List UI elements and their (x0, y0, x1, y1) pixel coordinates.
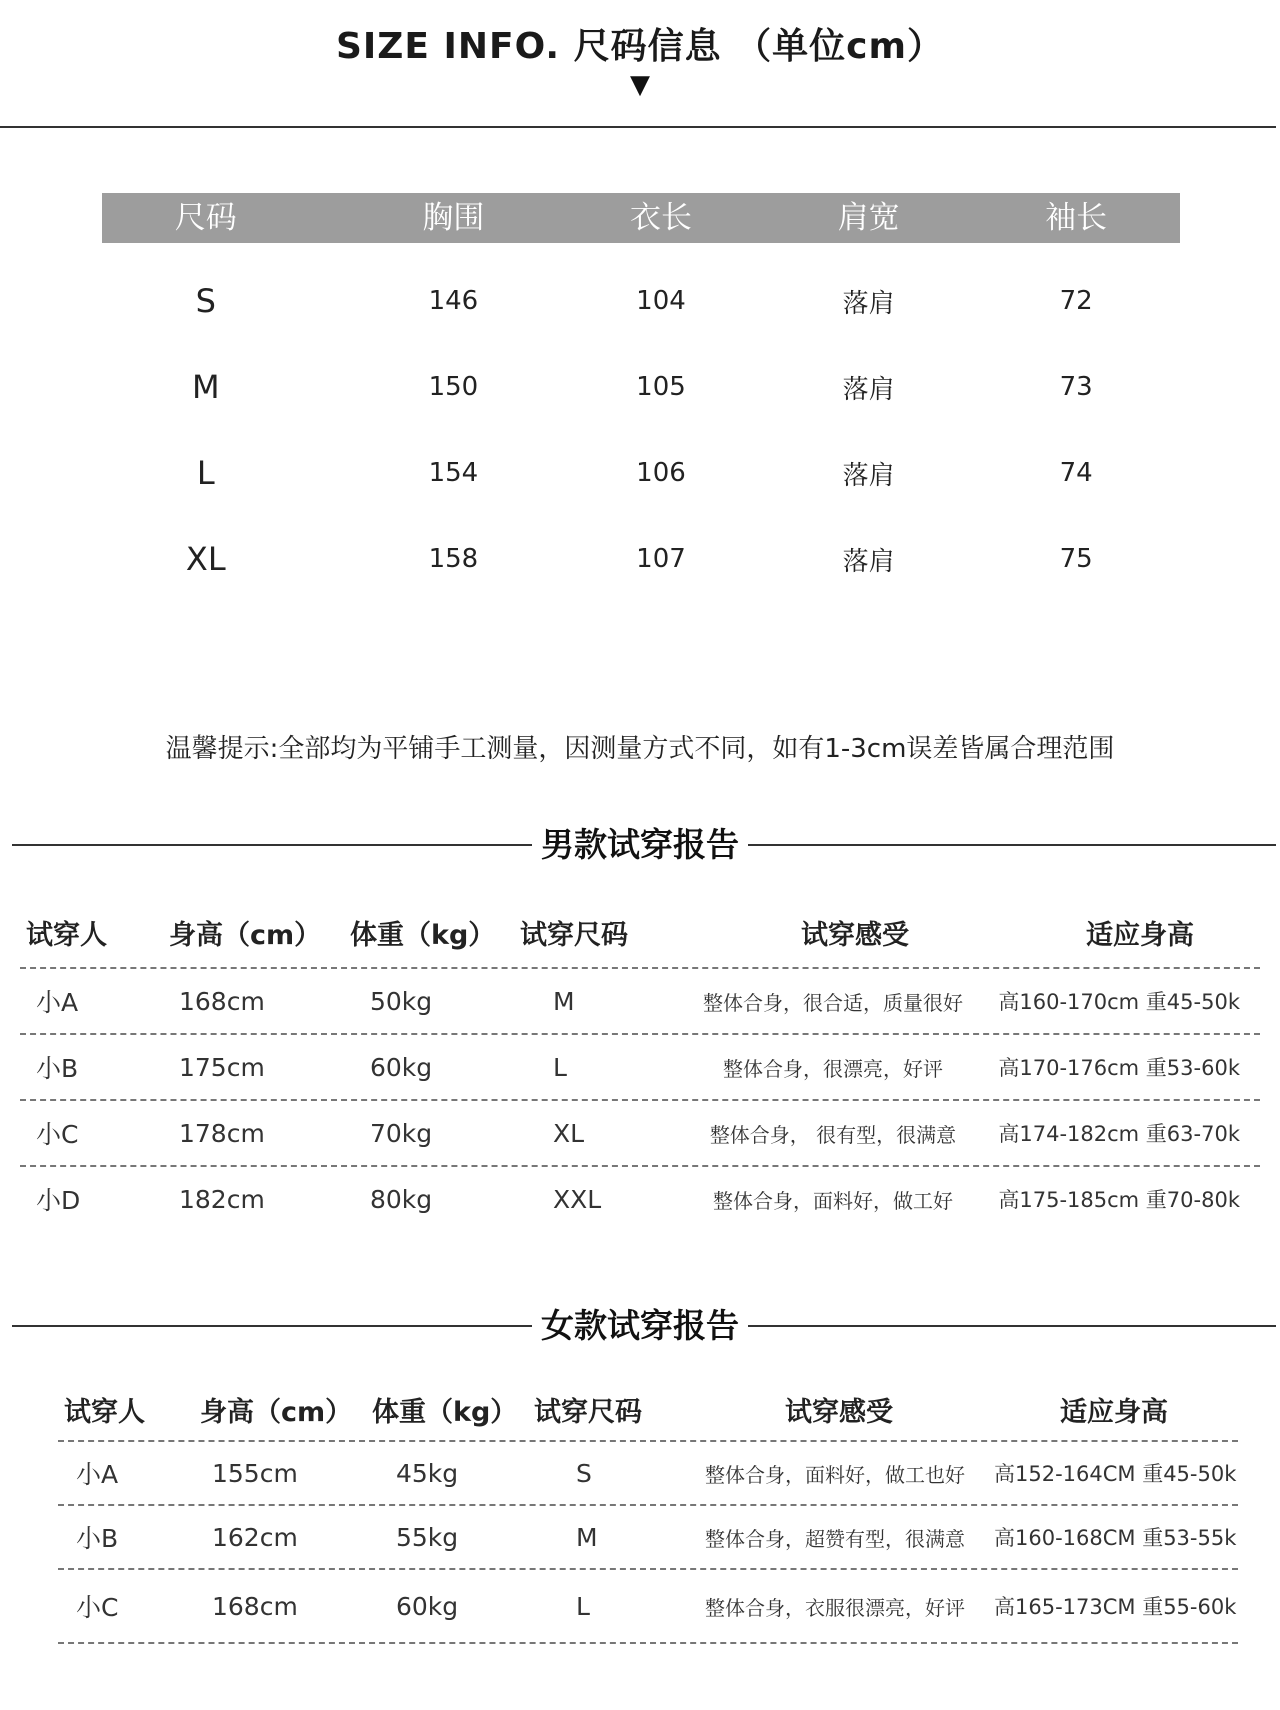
column-header: 适应身高 (1086, 919, 1194, 951)
table-cell: XXL (553, 1184, 602, 1214)
table-cell: 整体合身，很合适，质量很好 (703, 990, 963, 1015)
section-title: 男款试穿报告 (541, 825, 739, 864)
column-header: 试穿感受 (785, 1396, 893, 1428)
table-row (20, 1099, 1260, 1165)
table-cell: 146 (428, 286, 479, 316)
table-row (20, 1165, 1260, 1231)
table-cell: 小C (76, 1593, 119, 1622)
table-cell: L (576, 1591, 590, 1621)
table-row (102, 516, 1180, 602)
table-cell: 50kg (370, 986, 433, 1016)
page-title: SIZE INFO. 尺码信息 （单位cm） (335, 26, 945, 67)
table-cell: 小A (76, 1460, 119, 1489)
column-header: 身高（cm） (169, 919, 322, 951)
table-cell: 落肩 (842, 374, 895, 405)
table-cell: 175cm (179, 1052, 265, 1082)
table-cell: 70kg (370, 1118, 433, 1148)
women-report-heading (0, 1301, 1280, 1351)
column-header: 尺码 (174, 200, 237, 236)
table-row (102, 344, 1180, 430)
table-cell: 高160-168CM 重53-55k (994, 1526, 1237, 1550)
table-cell: XL (553, 1118, 585, 1148)
table-cell: 60kg (370, 1052, 433, 1082)
section-title: 女款试穿报告 (541, 1306, 739, 1345)
size-table-body (102, 258, 1180, 602)
table-row (20, 967, 1260, 1033)
table-cell: 106 (636, 458, 686, 488)
table-cell: 高160-170cm 重45-50k (998, 990, 1240, 1014)
table-cell: 高174-182cm 重63-70k (998, 1122, 1240, 1146)
table-cell: 80kg (370, 1184, 433, 1214)
table-cell: 高152-164CM 重45-50k (994, 1462, 1237, 1486)
table-row (20, 1033, 1260, 1099)
table-cell: 107 (636, 544, 686, 574)
table-cell: 整体合身，很漂亮，好评 (723, 1056, 943, 1081)
table-cell: S (195, 282, 216, 320)
table-cell: 55kg (396, 1522, 459, 1552)
table-cell: L (196, 454, 215, 492)
size-table-header (102, 193, 1180, 243)
table-cell: 小C (36, 1120, 79, 1149)
table-row (58, 1568, 1238, 1644)
table-cell: 105 (636, 372, 686, 402)
divider (0, 126, 1276, 128)
divider (748, 844, 1276, 846)
men-report-table (20, 897, 1260, 1231)
divider (748, 1325, 1276, 1327)
column-header: 试穿尺码 (534, 1396, 642, 1428)
table-cell: 整体合身，面料好，做工好 (713, 1188, 953, 1213)
table-cell: M (191, 368, 220, 406)
column-header: 体重（kg） (350, 919, 496, 951)
table-cell: 整体合身， 很有型，很满意 (709, 1122, 957, 1147)
column-header: 适应身高 (1060, 1396, 1168, 1428)
table-cell: 168cm (179, 986, 265, 1016)
column-header: 体重（kg） (372, 1396, 518, 1428)
women-report-table (58, 1378, 1238, 1644)
table-cell: 落肩 (842, 546, 895, 577)
column-header: 试穿感受 (801, 919, 909, 951)
table-cell: 小B (76, 1524, 119, 1553)
column-header: 身高（cm） (200, 1396, 353, 1428)
table-cell: 小B (36, 1054, 79, 1083)
table-cell: 整体合身，面料好，做工也好 (705, 1462, 965, 1487)
table-cell: 72 (1059, 286, 1093, 316)
table-cell: S (576, 1458, 592, 1488)
table-cell: 158 (428, 544, 479, 574)
column-header: 袖长 (1045, 200, 1108, 236)
table-cell: 155cm (212, 1458, 298, 1488)
table-cell: M (576, 1522, 598, 1552)
table-cell: L (553, 1052, 567, 1082)
table-cell: 高170-176cm 重53-60k (998, 1056, 1240, 1080)
table-cell: 104 (636, 286, 686, 316)
table-cell: 高175-185cm 重70-80k (998, 1188, 1240, 1212)
table-cell: 落肩 (842, 460, 895, 491)
table-cell: 178cm (179, 1118, 265, 1148)
table-cell: 60kg (396, 1591, 459, 1621)
table-cell: 162cm (212, 1522, 298, 1552)
table-cell: 168cm (212, 1591, 298, 1621)
table-cell: 150 (428, 372, 479, 402)
table-row (102, 430, 1180, 516)
table-row (58, 1504, 1238, 1568)
measurement-note: 温馨提示:全部均为平铺手工测量，因测量方式不同，如有1-3cm误差皆属合理范围 (165, 734, 1115, 764)
table-cell: XL (185, 540, 226, 578)
table-cell: 小D (36, 1186, 81, 1215)
table-row (58, 1440, 1238, 1504)
table-cell: M (553, 986, 575, 1016)
table-cell: 75 (1059, 544, 1093, 574)
table-cell: 整体合身，衣服很漂亮，好评 (705, 1595, 965, 1620)
table-cell: 182cm (179, 1184, 265, 1214)
column-header: 肩宽 (837, 200, 900, 236)
table-header (58, 1378, 1238, 1440)
table-cell: 73 (1059, 372, 1093, 402)
table-row (102, 258, 1180, 344)
column-header: 试穿尺码 (520, 919, 628, 951)
column-header: 衣长 (629, 200, 692, 236)
table-cell: 整体合身，超赞有型，很满意 (705, 1526, 965, 1551)
table-cell: 74 (1059, 458, 1093, 488)
column-header: 试穿人 (26, 919, 107, 951)
table-cell: 154 (428, 458, 479, 488)
table-cell: 高165-173CM 重55-60k (994, 1595, 1237, 1619)
men-report-heading (0, 820, 1280, 870)
column-header: 胸围 (422, 200, 485, 236)
column-header: 试穿人 (64, 1396, 145, 1428)
table-cell: 45kg (396, 1458, 459, 1488)
down-arrow-icon: ▼ (630, 70, 650, 100)
table-header (20, 897, 1260, 967)
table-cell: 落肩 (842, 288, 895, 319)
table-cell: 小A (36, 988, 79, 1017)
